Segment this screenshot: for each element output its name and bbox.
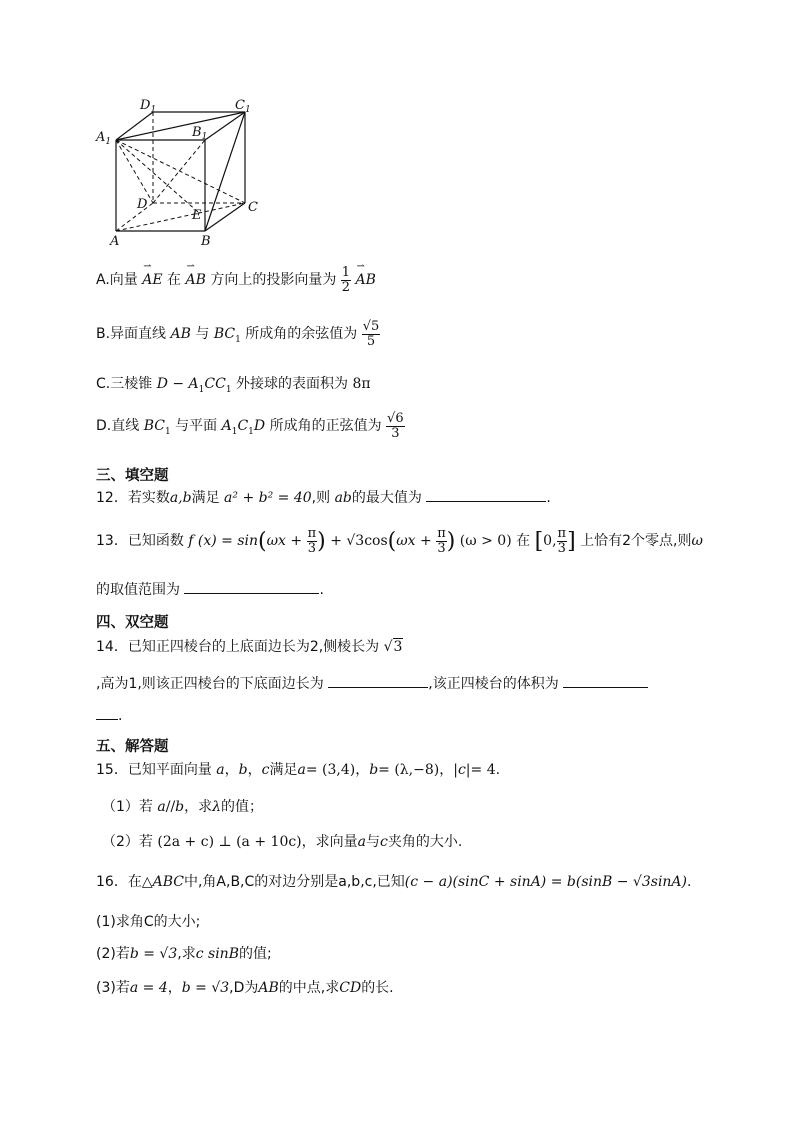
question-13: 13．已知函数 f (x) = sin(ωx + $\frac{\pi}{3}$ ) + √3cos(ωx + $\frac{\pi}{3}$ ) (ω > 0) 在 [0, $\frac{\pi}{3}$ ] 上恰有2个零点,则ω bbox=[96, 526, 703, 556]
question-16: 16．在△ABC中,角A,B,C的对边分别是a,b,c,已知(c − a)(sinC + sinA) = b(sinB − √3sinA). bbox=[96, 874, 692, 890]
section-title-fill-blank: 三、填空题 bbox=[96, 468, 169, 484]
label-c: C bbox=[248, 200, 258, 215]
question-14: 14．已知正四棱台的上底面边长为2,侧棱长为 √3 bbox=[96, 639, 403, 655]
question-16-part2: (2)若b = √3,求c sinB的值; bbox=[96, 946, 272, 962]
question-14-line3: . bbox=[96, 705, 122, 724]
option-d: D.直线 $BC_1$ 与平面 $A_1C_1D$ 所成角的正弦值为 $\frac{√6}{3}$ bbox=[96, 411, 404, 441]
question-16-part1: (1)求角C的大小; bbox=[96, 914, 201, 930]
section-title-solution: 五、解答题 bbox=[96, 739, 169, 755]
fraction-sqrt6-over-3: $\frac{√6}{3}$ bbox=[387, 411, 404, 441]
option-c: C.三棱锥 $D - A_1CC_1$ 外接球的表面积为 8π bbox=[96, 376, 371, 395]
answer-blank-2-cont[interactable] bbox=[96, 705, 118, 720]
label-a: A bbox=[110, 234, 120, 249]
answer-blank[interactable] bbox=[184, 579, 319, 594]
label-b: B bbox=[201, 234, 211, 249]
option-a: A.向量 ⇀ AE 在 ⇀ AB 方向上的投影向量为 $\frac{1}{2}$ ⇀ AB bbox=[96, 266, 376, 294]
label-a1: $A_1$ bbox=[96, 130, 112, 147]
label-b1: $B_1$ bbox=[192, 125, 208, 142]
answer-blank-1[interactable] bbox=[328, 673, 428, 688]
question-15-part1: （1）若 a//b，求λ的值； bbox=[102, 799, 264, 815]
option-b: B.异面直线 AB 与 $BC_1$ 所成角的余弦值为 $\frac{√5}{5}$ bbox=[96, 319, 380, 349]
fraction-sqrt5-over-5: $\frac{√5}{5}$ bbox=[362, 319, 380, 349]
label-c1: $C_1$ bbox=[235, 98, 251, 115]
answer-blank-2[interactable] bbox=[563, 673, 648, 688]
question-15-part2: （2）若 (2a + c) ⊥ (a + 10c)，求向量a与c夹角的大小. bbox=[102, 834, 463, 850]
label-d: D bbox=[137, 197, 148, 212]
question-15: 15．已知平面向量 a，b，c满足a= (3,4)，b= (λ,−8)，|c|= 4. bbox=[96, 762, 501, 778]
question-13-line2: 的取值范围为 . bbox=[96, 579, 324, 599]
question-12: 12．若实数a,b满足 a² + b² = 40,则 ab的最大值为 . bbox=[96, 487, 551, 507]
section-title-double-blank: 四、双空题 bbox=[96, 615, 169, 631]
answer-blank[interactable] bbox=[426, 487, 546, 502]
label-d1: $D_1$ bbox=[140, 98, 157, 115]
question-16-part3: (3)若a = 4，b = √3,D为AB的中点,求CD的长. bbox=[96, 980, 394, 996]
fraction-one-half: $\frac{1}{2}$ bbox=[341, 265, 351, 295]
question-14-line2: ,高为1,则该正四棱台的下底面边长为 ,该正四棱台的体积为 bbox=[96, 673, 648, 693]
cube-figure bbox=[92, 95, 272, 255]
label-e: E bbox=[192, 208, 202, 223]
